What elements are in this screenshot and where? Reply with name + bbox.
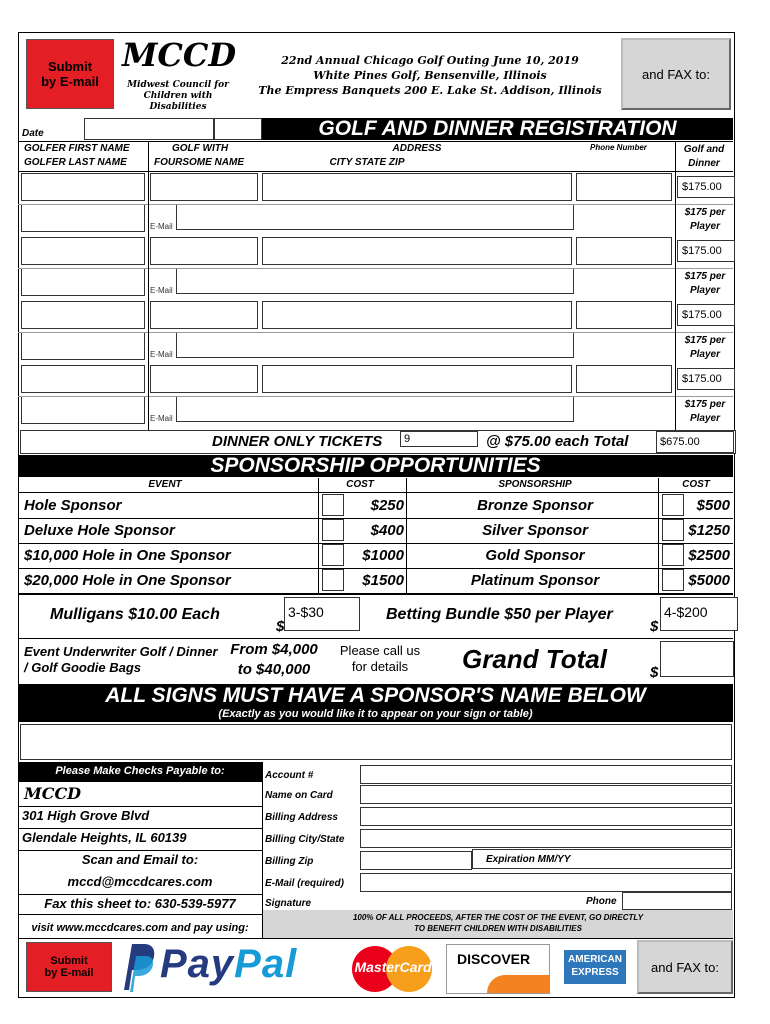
phone-4[interactable] — [576, 365, 672, 393]
golfer-last-name-1[interactable] — [21, 204, 145, 232]
golfer-first-name-3[interactable] — [21, 301, 145, 329]
mull-rule-bottom — [18, 638, 733, 639]
billing-city-label: Billing City/State — [265, 834, 345, 845]
phone-1[interactable] — [576, 173, 672, 201]
dinner-qty-field[interactable]: 9 — [400, 431, 478, 447]
spons-col-rule-1 — [318, 478, 319, 594]
golf-with-1[interactable] — [150, 173, 258, 201]
phone-2[interactable] — [576, 237, 672, 265]
discover-logo — [446, 944, 550, 994]
mulligans-field[interactable]: 3-$30 — [284, 597, 360, 631]
betting-label: Betting Bundle $50 per Player — [386, 606, 613, 623]
col-rule-2 — [675, 141, 676, 430]
sponsorship-title: SPONSORSHIP OPPORTUNITIES — [18, 455, 733, 477]
tier-sponsor-4: Platinum Sponsor — [470, 572, 600, 589]
event-line-3: The Empress Banquets 200 E. Lake St. Addison, Illinois — [258, 84, 602, 97]
payment-rule-4 — [18, 894, 262, 895]
signature-label: Signature — [265, 898, 312, 909]
col-last-name: GOLFER LAST NAME — [24, 157, 127, 168]
org-full-name: Midwest Council for Children with Disabilities — [127, 80, 229, 112]
signs-title: ALL SIGNS MUST HAVE A SPONSOR'S NAME BELOW (Exactly as you would like it to appear on your sign or table) — [18, 684, 733, 722]
spons-row-rule-2 — [18, 543, 733, 544]
golf-dinner-price-2[interactable]: $175.00 — [677, 240, 735, 262]
col-rule-1 — [148, 141, 149, 430]
betting-field[interactable]: 4-$200 — [660, 597, 738, 631]
discover-wordmark: DISCOVER — [457, 951, 531, 967]
email-label-2: E-Mail — [150, 286, 173, 295]
golfer-last-name-3[interactable] — [21, 332, 145, 360]
col-cost: COST — [346, 479, 374, 490]
dinner-total-field[interactable]: $675.00 — [656, 431, 734, 453]
mastercard-wordmark: MasterCard — [354, 959, 432, 975]
grand-total-field[interactable] — [660, 641, 734, 677]
spons-col-rule-2 — [406, 478, 407, 594]
underwriter-label: Event Underwriter Golf / Dinner / Golf Goodie Bags — [24, 644, 218, 675]
row-rule-4 — [18, 396, 733, 397]
email-required-field[interactable] — [360, 873, 732, 892]
payee-name: MCCD — [24, 784, 82, 803]
event-sponsor-1: Hole Sponsor — [24, 497, 122, 514]
phone-field[interactable] — [622, 892, 732, 910]
col-address: ADDRESS — [392, 143, 442, 154]
payee-address-1: 301 High Grove Blvd — [22, 808, 150, 823]
golf-dinner-price-1[interactable]: $175.00 — [677, 176, 735, 198]
col-sponsorship: SPONSORSHIP — [498, 479, 572, 490]
address-3[interactable] — [262, 301, 572, 329]
paypal-p-icon — [116, 940, 156, 994]
payee-address-2: Glendale Heights, IL 60139 — [22, 830, 187, 845]
billing-zip-label: Billing Zip — [265, 856, 314, 867]
billing-city-field[interactable] — [360, 829, 732, 848]
footer-rule — [18, 938, 733, 939]
paypal-word-pal: Pal — [234, 942, 298, 986]
address-4[interactable] — [262, 365, 572, 393]
date-label: Date — [22, 128, 44, 139]
row-rule-3 — [18, 332, 733, 333]
col-foursome: FOURSOME NAME — [154, 157, 244, 168]
col-cost-2: COST — [682, 479, 710, 490]
scan-email-address: mccd@mccdcares.com — [67, 874, 213, 889]
col-golf-dinner: Golf and Dinner — [683, 144, 725, 169]
golfer-last-name-4[interactable] — [21, 396, 145, 424]
billing-zip-field[interactable] — [360, 851, 472, 870]
email-field-4[interactable] — [176, 396, 574, 422]
event-sponsor-cost-4: $1500 — [362, 572, 404, 589]
event-sponsor-checkbox-1[interactable] — [322, 494, 344, 516]
golfer-last-name-2[interactable] — [21, 268, 145, 296]
email-label-4: E-Mail — [150, 414, 173, 423]
phone-label: Phone — [586, 896, 617, 907]
spons-rule — [18, 492, 733, 493]
event-line-2: White Pines Golf, Bensenville, Illinois — [313, 69, 547, 82]
event-sponsor-3: $10,000 Hole in One Sponsor — [24, 547, 231, 564]
golf-dinner-price-4[interactable]: $175.00 — [677, 368, 735, 390]
account-field[interactable] — [360, 765, 732, 784]
date-field-2[interactable] — [214, 118, 262, 140]
tier-sponsor-3: Gold Sponsor — [485, 547, 585, 564]
per-player-1: $175 per Player — [684, 207, 726, 232]
paypal-logo — [116, 940, 346, 994]
expiration-label: Expiration MM/YY — [486, 854, 571, 865]
event-sponsor-cost-1: $250 — [370, 497, 404, 514]
email-field-2[interactable] — [176, 268, 574, 294]
event-sponsor-cost-2: $400 — [370, 522, 404, 539]
date-field[interactable] — [84, 118, 214, 140]
mulligans-label: Mulligans $10.00 Each — [50, 606, 220, 623]
spons-row-rule-3 — [18, 568, 733, 569]
tier-sponsor-cost-4: $5000 — [688, 572, 730, 589]
underwriter-range: From $4,000 to $40,000 — [230, 641, 318, 678]
spons-col-rule-3 — [658, 478, 659, 594]
amex-logo — [562, 944, 628, 994]
event-sponsor-2: Deluxe Hole Sponsor — [24, 522, 175, 539]
email-field-3[interactable] — [176, 332, 574, 358]
golf-with-2[interactable] — [150, 237, 258, 265]
email-label-3: E-Mail — [150, 350, 173, 359]
golf-dinner-price-3[interactable]: $175.00 — [677, 304, 735, 326]
billing-address-label: Billing Address — [265, 812, 338, 823]
tier-sponsor-cost-2: $1250 — [688, 522, 730, 539]
mull-rule-top — [18, 594, 733, 595]
col-golf-with: GOLF WITH — [172, 143, 229, 154]
mulligans-dollar: $ — [276, 618, 285, 635]
account-label: Account # — [265, 770, 314, 781]
phone-3[interactable] — [576, 301, 672, 329]
submit-email-button[interactable]: Submit by E-mail — [26, 39, 114, 109]
golfer-first-name-1[interactable] — [21, 173, 145, 201]
golf-with-4[interactable] — [150, 365, 258, 393]
golfer-first-name-4[interactable] — [21, 365, 145, 393]
per-player-3: $175 per Player — [684, 335, 726, 360]
event-sponsor-4: $20,000 Hole in One Sponsor — [24, 572, 231, 589]
call-us-note: Please call us for details — [339, 643, 421, 674]
visit-website: visit www.mccdcares.com and pay using: — [31, 922, 249, 934]
dinner-each: @ $75.00 each Total — [486, 433, 629, 450]
tier-sponsor-cost-1: $500 — [696, 497, 730, 514]
event-sponsor-checkbox-2[interactable] — [322, 519, 344, 541]
event-sponsor-checkbox-3[interactable] — [322, 544, 344, 566]
fax-button-bottom[interactable]: and FAX to: — [637, 940, 733, 994]
golfer-first-name-2[interactable] — [21, 237, 145, 265]
col-first-name: GOLFER FIRST NAME — [24, 143, 130, 154]
dinner-label: DINNER ONLY TICKETS — [212, 433, 383, 450]
email-field-1[interactable] — [176, 204, 574, 230]
sponsor-name-field[interactable] — [20, 724, 732, 760]
payment-rule-5 — [18, 914, 262, 915]
name-on-card-field[interactable] — [360, 785, 732, 804]
tier-sponsor-cost-3: $2500 — [688, 547, 730, 564]
paypal-word-pay: Pay — [160, 942, 235, 986]
registration-title: GOLF AND DINNER REGISTRATION — [262, 118, 733, 140]
tier-sponsor-1: Bronze Sponsor — [477, 497, 593, 514]
golf-with-3[interactable] — [150, 301, 258, 329]
betting-dollar: $ — [650, 618, 659, 635]
tier-sponsor-2: Silver Sponsor — [482, 522, 588, 539]
name-on-card-label: Name on Card — [265, 790, 333, 801]
per-player-4: $175 per Player — [684, 399, 726, 424]
event-sponsor-cost-3: $1000 — [362, 547, 404, 564]
scan-email-label: Scan and Email to: — [81, 852, 199, 867]
submit-email-button-bottom[interactable]: Submit by E-mail — [26, 942, 112, 992]
per-player-2: $175 per Player — [684, 271, 726, 296]
billing-address-field[interactable] — [360, 807, 732, 826]
address-2[interactable] — [262, 237, 572, 265]
payment-rule-2 — [18, 828, 262, 829]
event-sponsor-checkbox-4[interactable] — [322, 569, 344, 591]
grand-total-dollar: $ — [650, 664, 659, 681]
email-required-label: E-Mail (required) — [265, 878, 344, 889]
header-rule-2 — [18, 171, 733, 172]
fax-button-top[interactable]: and FAX to: — [621, 38, 731, 110]
discover-orange-band — [487, 975, 549, 993]
col-event: EVENT — [148, 479, 182, 490]
proceeds-note: 100% OF ALL PROCEEDS, AFTER THE COST OF THE EVENT, GO DIRECTLY TO BENEFIT CHILDREN WITH DISABILITIES — [263, 910, 733, 938]
amex-blue-box: AMERICAN EXPRESS — [564, 950, 626, 984]
org-logo-text: MCCD — [122, 36, 237, 74]
grand-total-label: Grand Total — [462, 644, 607, 674]
payment-rule-1 — [18, 806, 262, 807]
col-city: CITY STATE ZIP — [329, 157, 405, 168]
email-label-1: E-Mail — [150, 222, 173, 231]
paypal-wordmark — [160, 942, 297, 987]
header-rule — [18, 141, 733, 142]
fax-number: Fax this sheet to: 630-539-5977 — [44, 896, 236, 911]
row-rule-1 — [18, 204, 733, 205]
payable-to-bar: Please Make Checks Payable to: — [18, 762, 262, 782]
row-rule-2 — [18, 268, 733, 269]
address-1[interactable] — [262, 173, 572, 201]
mastercard-logo — [348, 944, 438, 994]
spons-row-rule-1 — [18, 518, 733, 519]
payment-rule-3 — [18, 850, 262, 851]
col-phone: Phone Number — [590, 143, 647, 152]
event-line-1: 22nd Annual Chicago Golf Outing June 10, 2019 — [281, 54, 579, 67]
